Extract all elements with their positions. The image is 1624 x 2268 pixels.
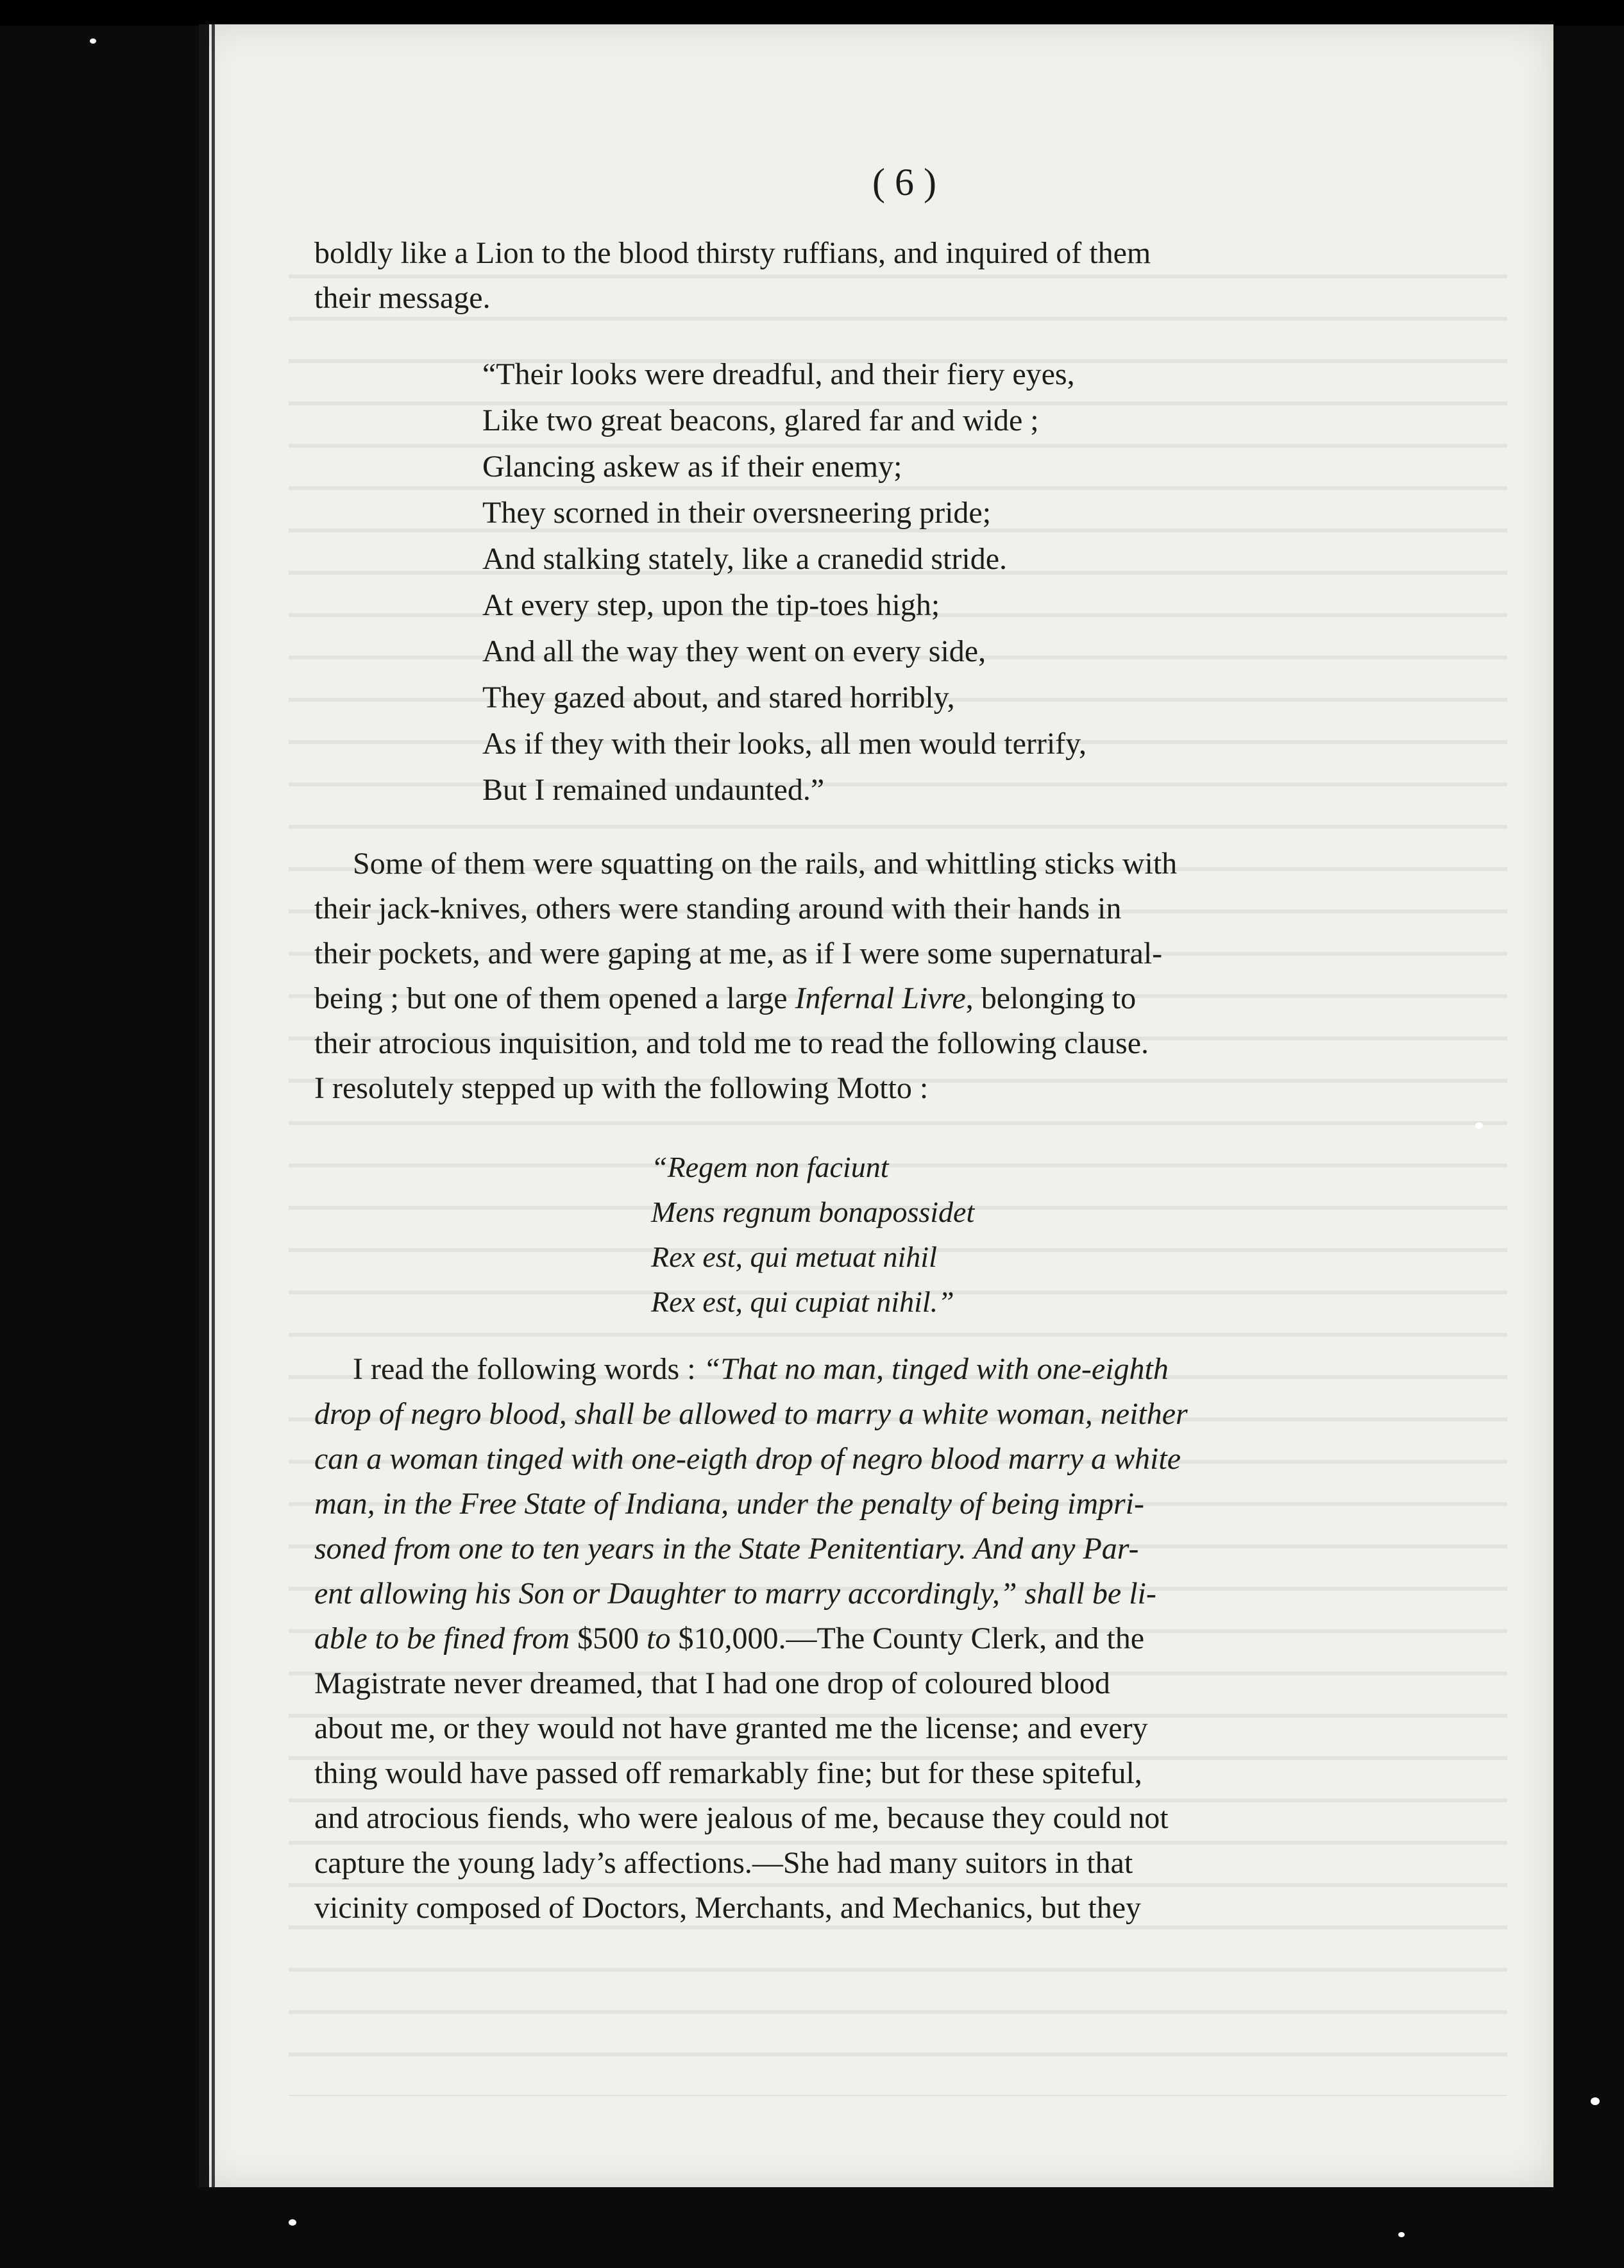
para3-line-7 — [314, 1616, 1443, 1661]
infernal-livre-title: Infernal Livre — [795, 981, 966, 1015]
para3-line-9: about me, or they would not have granted me the license; and every — [314, 1711, 1148, 1745]
para3-line-10: thing would have passed off remarkably fine; but for these spiteful, — [314, 1756, 1142, 1790]
para3-line-2 — [314, 1392, 1443, 1437]
scan-speck — [1475, 1122, 1483, 1129]
intro-line-1: boldly like a Lion to the blood thirsty ruffians, and inquired of them — [314, 236, 1151, 270]
poem-line-9: As if they with their looks, all men would terrify, — [482, 727, 1087, 761]
scan-top-border — [0, 0, 1624, 26]
poem-line-5: And stalking stately, like a cranedid stride. — [482, 542, 1007, 576]
scan-speck — [289, 2219, 296, 2226]
motto-line-4: Rex est, qui cupiat nihil.” — [651, 1285, 954, 1318]
para2-line-4 — [314, 976, 1443, 1021]
para3-line-3 — [314, 1437, 1443, 1482]
law-quote-line-7: able to be fined from — [314, 1621, 578, 1655]
para3-line-1-text: I read the following words : — [353, 1352, 704, 1386]
scan-speck — [1591, 2097, 1600, 2105]
motto-line-1: “Regem non faciunt — [651, 1151, 889, 1183]
page-number: ( 6 ) — [872, 161, 936, 203]
para2-line-4-text: being ; but one of them opened a large — [314, 981, 795, 1015]
motto-line-3: Rex est, qui metuat nihil — [651, 1240, 937, 1273]
para2-line-4-tail: , belonging to — [965, 981, 1137, 1015]
poem-line-6: At every step, upon the tip-toes high; — [482, 588, 940, 622]
poem-line-1: “Their looks were dreadful, and their fiery eyes, — [482, 357, 1075, 391]
poem-line-10: But I remained undaunted.” — [482, 773, 825, 807]
para3-line-12: capture the young lady’s affections.—She had many suitors in that — [314, 1846, 1133, 1880]
latin-motto — [651, 1145, 974, 1324]
para2-line-6: I resolutely stepped up with the following Motto : — [314, 1071, 929, 1105]
para3-line-6 — [314, 1571, 1443, 1616]
law-quote-line-5: soned from one to ten years in the State Penitentiary. And any Par- — [314, 1532, 1139, 1566]
page-margin-rule — [212, 24, 215, 2187]
para3-line-11: and atrocious fiends, who were jealous of me, because they could not — [314, 1801, 1169, 1835]
poem-line-7: And all the way they went on every side, — [482, 634, 986, 668]
law-paragraph — [314, 1347, 1443, 1931]
poem-line-2: Like two great beacons, glared far and wide ; — [482, 403, 1039, 437]
para2-line-5: their atrocious inquisition, and told me to read the following clause. — [314, 1026, 1149, 1060]
squatting-paragraph — [314, 842, 1443, 1111]
para2-line-1: Some of them were squatting on the rails, and whittling sticks with — [353, 847, 1178, 881]
page-binding-edge — [199, 24, 209, 2187]
law-quote-line-3: can a woman tinged with one-eigth drop of negro blood marry a white — [314, 1442, 1181, 1476]
poem-line-3: Glancing askew as if their enemy; — [482, 450, 902, 484]
fine-max-and-clerk: $10,000.—The County Clerk, and the — [678, 1621, 1145, 1655]
law-quote-to: to — [647, 1621, 679, 1655]
poem-stanza — [482, 351, 1087, 813]
poem-line-8: They gazed about, and stared horribly, — [482, 681, 955, 715]
para2-line-3: their pockets, and were gaping at me, as if I were some supernatural- — [314, 936, 1163, 970]
intro-line-2: their message. — [314, 281, 491, 315]
para3-line-13: vicinity composed of Doctors, Merchants, and Mechanics, but they — [314, 1891, 1142, 1925]
motto-line-2: Mens regnum bonapossidet — [651, 1196, 975, 1228]
law-quote-line-4: man, in the Free State of Indiana, under the penalty of being impri- — [314, 1487, 1144, 1521]
scan-speck — [1398, 2232, 1405, 2237]
poem-line-4: They scorned in their oversneering pride; — [482, 496, 992, 530]
para3-line-5 — [314, 1527, 1443, 1571]
law-quote-line-6: ent allowing his Son or Daughter to marry accordingly,” shall be li- — [314, 1577, 1156, 1611]
scan-speck — [90, 38, 96, 44]
law-quote-line-2: drop of negro blood, shall be allowed to marry a white woman, neither — [314, 1397, 1188, 1431]
para2-line-2: their jack-knives, others were standing around with their hands in — [314, 892, 1122, 926]
para3-line-4 — [314, 1482, 1443, 1527]
para3-line-1 — [314, 1347, 1443, 1392]
para3-line-8: Magistrate never dreamed, that I had one drop of coloured blood — [314, 1666, 1110, 1700]
fine-min-amount: $500 — [577, 1621, 647, 1655]
intro-paragraph — [314, 231, 1443, 321]
law-quote-start: “That no man, tinged with one-eighth — [703, 1352, 1169, 1386]
